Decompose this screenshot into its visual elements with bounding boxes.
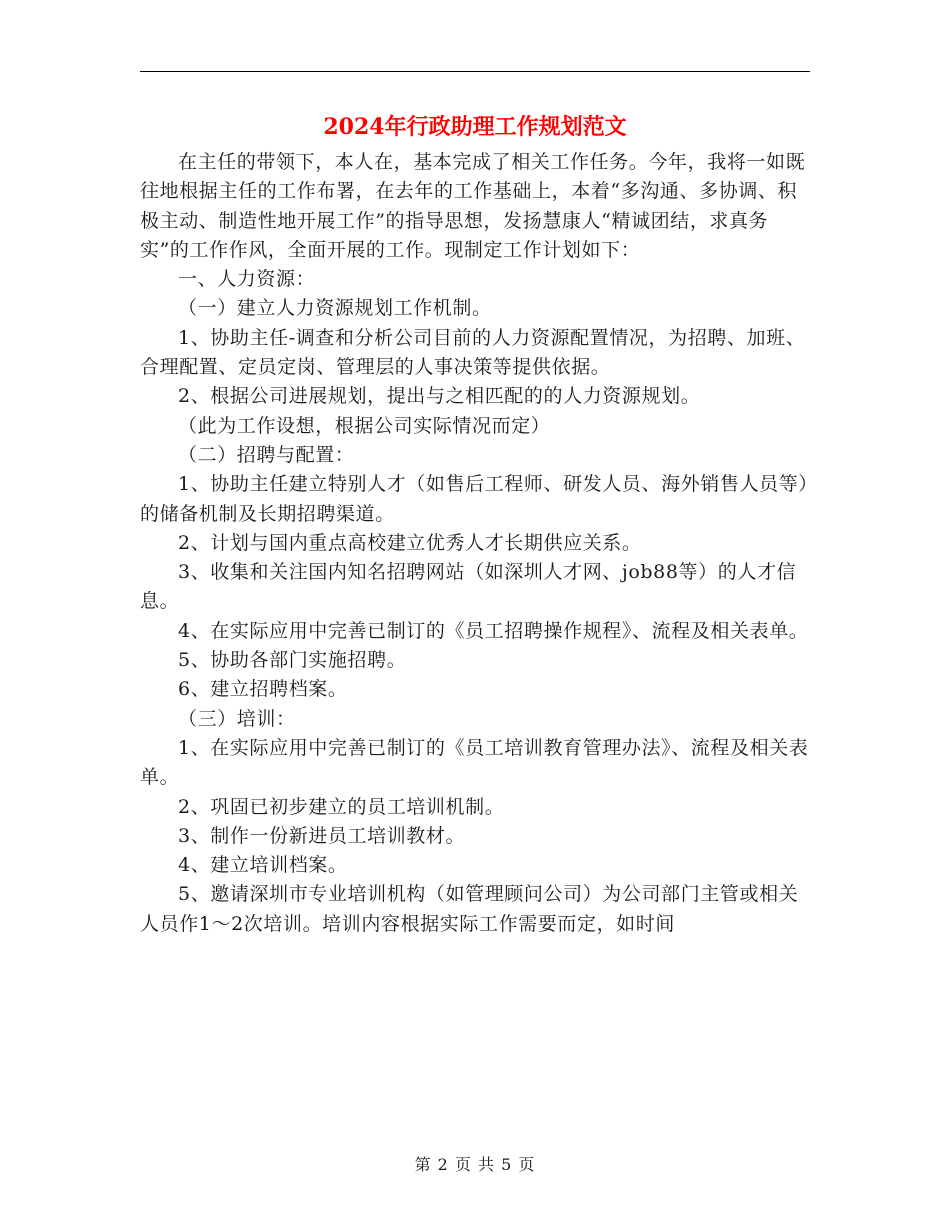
- list-item: 4、建立培训档案。: [178, 854, 348, 877]
- note: （此为工作设想，根据公司实际情况而定）: [178, 414, 551, 437]
- list-item: 2、根据公司进展规划，提出与之相匹配的的人力资源规划。: [178, 385, 701, 408]
- current-page-number: 2: [437, 1155, 449, 1174]
- list-item: 2、计划与国内重点高校建立优秀人才长期供应关系。: [178, 531, 642, 554]
- paragraph: 在主任的带领下，本人在，基本完成了相关工作任务。今年，我将一如既往地根据主任的工作布署，在去年的工作基础上，本着“多沟通、多协调、积极主动、制造性地开展工作”的指导思想，发扬慧康人“精诚团结，求真务实”的工作作风，全面开展的工作。现制定工作计划如下：: [140, 151, 806, 261]
- list-item: 1、在实际应用中完善已制订的《员工培训教育管理办法》、流程及相关表单。: [140, 736, 809, 789]
- page-footer: [0, 1154, 950, 1176]
- list-item: 3、收集和关注国内知名招聘网站（如深圳人才网、job88等）的人才信息。: [140, 561, 797, 613]
- footer-middle: 页 共: [454, 1155, 496, 1174]
- footer-suffix: 页: [518, 1155, 536, 1174]
- subsection-heading: （一）建立人力资源规划工作机制。: [178, 297, 492, 320]
- list-item: 2、巩固已初步建立的员工培训机制。: [178, 795, 505, 818]
- list-item: 1、协助主任建立特别人才（如售后工程师、研发人员、海外销售人员等）的储备机制及长期招聘渠道。: [140, 473, 809, 525]
- document-title: 2024年行政助理工作规划范文: [323, 114, 627, 140]
- total-pages: 5: [501, 1155, 513, 1174]
- footer-prefix: 第: [414, 1155, 432, 1174]
- list-item: 4、在实际应用中完善已制订的《员工招聘操作规程》、流程及相关表单。: [178, 619, 809, 642]
- subsection-heading: （二）招聘与配置：: [178, 443, 355, 466]
- list-item: 1、协助主任-调查和分析公司目前的人力资源配置情况，为招聘、加班、合理配置、定员定岗、管理层的人事决策等提供依据。: [140, 326, 806, 379]
- list-item: 5、邀请深圳市专业培训机构（如管理顾问公司）为公司部门主管或相关人员作1～2次培训。培训内容根据实际工作需要而定，如时间: [140, 883, 799, 935]
- section-heading: 一、人力资源：: [178, 268, 316, 291]
- subsection-heading: （三）培训：: [178, 707, 296, 730]
- header-rule: [140, 71, 810, 72]
- document-body: [140, 148, 812, 939]
- list-item: 6、建立招聘档案。: [178, 678, 348, 701]
- list-item: 3、制作一份新进员工培训教材。: [178, 824, 466, 847]
- list-item: 5、协助各部门实施招聘。: [178, 649, 407, 672]
